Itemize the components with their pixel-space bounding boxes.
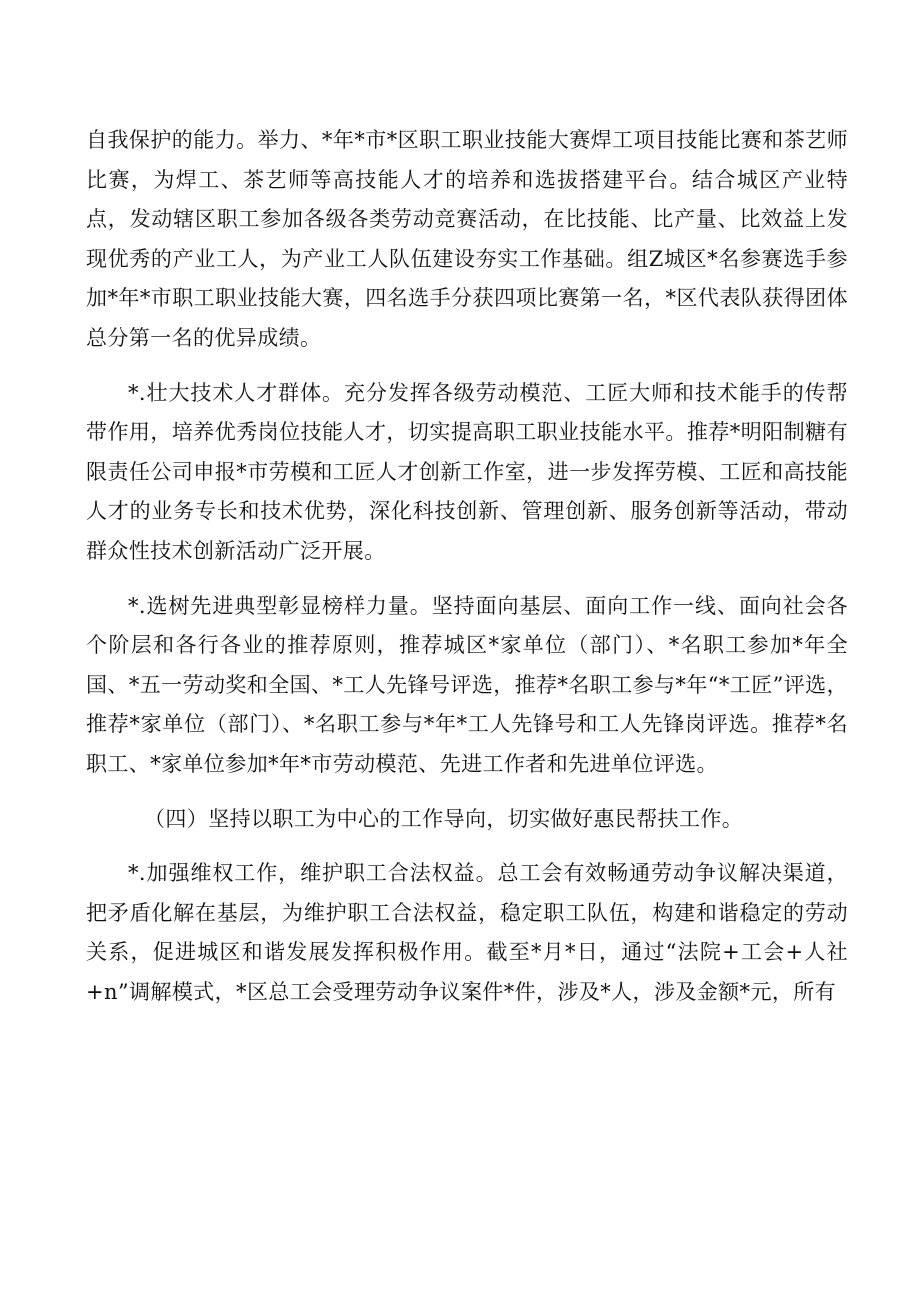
paragraph-skills-competition: 自我保护的能力。举力、*年*市*区职工职业技能大赛焊工项目技能比赛和茶艺师比赛，为焊工、茶艺师等高技能人才的培养和选拔搭建平台。结合城区产业特点，发动辖区职工参加各级各类劳动竞赛活动，在比技能、比产量、比效益上发现优秀的产业工人，为产业工人队伍建设夯实工作基础。组Z城区*名参赛选手参加*年*市职工职业技能大赛，四名选手分获四项比赛第一名，*区代表队获得团体总分第一名的优异成绩。 xyxy=(86,128,848,350)
section-heading-4: （四）坚持以职工为中心的工作导向，切实做好惠民帮扶工作。 xyxy=(144,806,744,831)
paragraph-rights-protection: *.加强维权工作，维护职工合法权益。总工会有效畅通劳动争议解决渠道，把矛盾化解在基层，为维护职工合法权益，稳定职工队伍，构建和谐稳定的劳动关系，促进城区和谐发展发挥积极作用。截至*月*日，通过“法院+工会+人社+n”调解模式，*区总工会受理劳动争议案件*件，涉及*人，涉及金额*元，所有 xyxy=(86,861,848,1004)
paragraph-gap xyxy=(86,839,848,854)
paragraph-gap xyxy=(86,359,848,374)
paragraph-gap xyxy=(86,572,848,587)
document-body xyxy=(86,121,848,1012)
paragraph-role-models: *.选树先进典型彰显榜样力量。坚持面向基层、面向工作一线、面向社会各个阶层和各行各业的推荐原则，推荐城区*家单位（部门）、*名职工参加*年全国、*五一劳动奖和全国、*工人先锋号评选，推荐*名职工参与*年“*工匠”评选，推荐*家单位（部门）、*名职工参与*年*工人先锋号和工人先锋岗评选。推荐*名职工、*家单位参加*年*市劳动模范、先进工作者和先进单位评选。 xyxy=(86,593,848,776)
paragraph-gap xyxy=(86,785,848,800)
paragraph-talent-group: *.壮大技术人才群体。充分发挥各级劳动模范、工匠大师和技术能手的传帮带作用，培养优秀岗位技能人才，切实提高职工职业技能水平。推荐*明阳制糖有限责任公司申报*市劳模和工匠人才创新工作室，进一步发挥劳模、工匠和高技能人才的业务专长和技术优势，深化科技创新、管理创新、服务创新等活动，带动群众性技术创新活动广泛开展。 xyxy=(86,380,848,563)
